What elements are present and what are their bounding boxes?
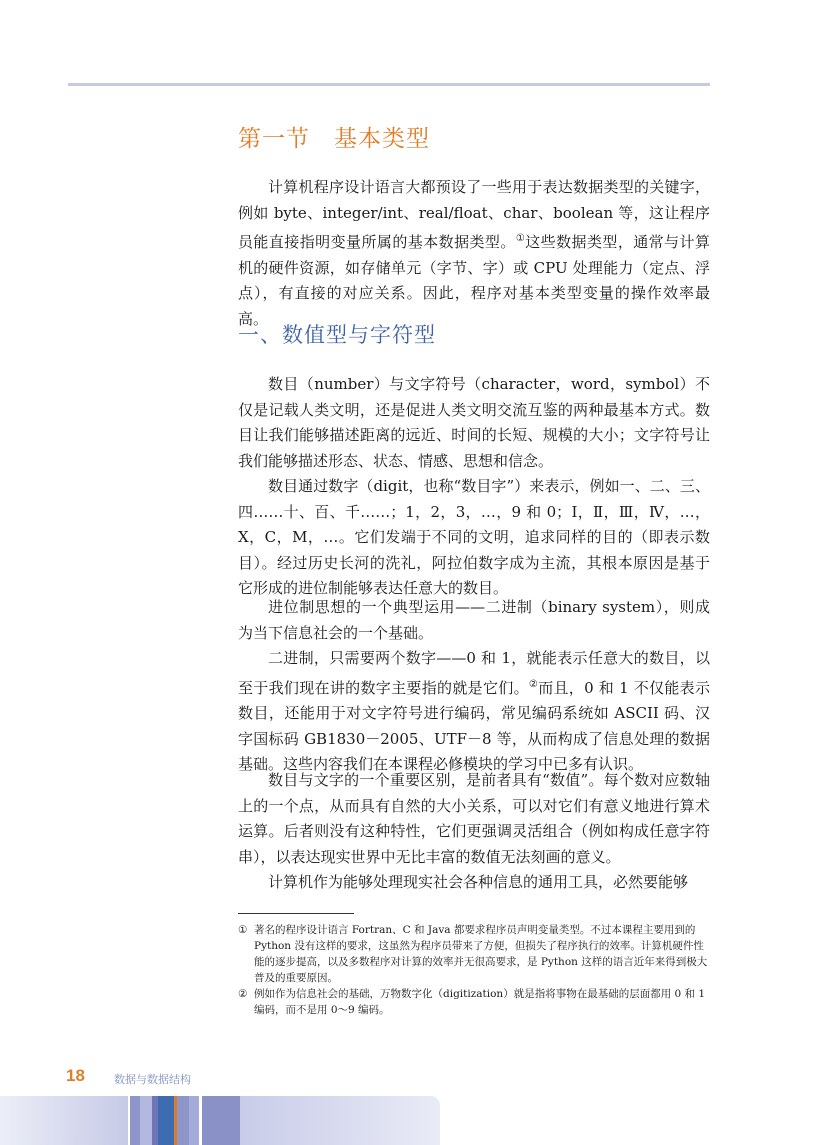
paragraph-binary bbox=[238, 646, 710, 778]
section-title: 第一节 基本类型 bbox=[238, 126, 430, 152]
footnote-1-mark: ① bbox=[238, 924, 248, 936]
intro-text-part1: 计算机程序设计语言大都预设了一些用于表达数据类型的关键字，例如 byte、integer/int、real/float、char、boolean 等，这让程序员能直接指明变量所属的基本数据类型。 bbox=[238, 178, 710, 251]
footnote-2-mark: ② bbox=[238, 988, 248, 1000]
intro-text-part2: 这些数据类型，通常与计算机的硬件资源，如存储单元（字节、字）或 CPU 处理能力（定点、浮点），有直接的对应关系。因此，程序对基本类型变量的操作效率最高。 bbox=[238, 233, 710, 328]
running-footer-book-title: 数据与数据结构 bbox=[114, 1074, 191, 1086]
footnote-ref-2[interactable]: ② bbox=[528, 678, 539, 690]
footnote-ref-1[interactable]: ① bbox=[515, 233, 526, 244]
footnote-1 bbox=[238, 922, 712, 986]
footer-color-band bbox=[0, 1096, 440, 1145]
subsection-title: 一、数值型与字符型 bbox=[238, 323, 436, 347]
footnote-2 bbox=[238, 986, 712, 1018]
binary-text-part2: 而且，0 和 1 不仅能表示数目，还能用于对文字符号进行编码，常见编码系统如 ASCII 码、汉字国标码 GB1830－2005、UTF－8 等，从而构成了信息处理的数据基础。这些内容我们在本课程必修模块的学习中已多有认识。 bbox=[238, 678, 710, 773]
footnote-rule bbox=[238, 913, 354, 914]
footnote-1-text: 著名的程序设计语言 Fortran、C 和 Java 都要求程序员声明变量类型。不过本课程主要用到的 Python 没有这样的要求，这虽然为程序员带来了方便，但损失了程序执行的效率。计算机硬件性能的逐步提高，以及多数程序对计算的效率并无很高要求，是 Python 这样的语言近年来得到极大普及的重要原因。 bbox=[254, 924, 708, 984]
paragraph-number-vs-text: 数目与文字的一个重要区别，是前者具有“数值”。每个数对应数轴上的一个点，从而具有自然的大小关系，可以对它们有意义地进行算术运算。后者则没有这种特性，它们更强调灵活组合（例如构成任意字符串），以表达现实世界中无比丰富的数值无法刻画的意义。 bbox=[238, 771, 710, 866]
binary-text-part1: 二进制，只需要两个数字——0 和 1，就能表示任意大的数目，以至于我们现在讲的数字主要指的就是它们。 bbox=[238, 649, 710, 697]
page-number: 18 bbox=[66, 1066, 85, 1085]
paragraph-number-and-symbol: 数目（number）与文字符号（character，word，symbol）不仅是记载人类文明，还是促进人类文明交流互鉴的两种最基本方式。数目让我们能够描述距离的远近、时间的长短、规模的大小；文字符号让我们能够描述形态、状态、情感、思想和信念。 bbox=[238, 375, 710, 470]
intro-paragraph bbox=[238, 175, 710, 332]
header-rule bbox=[68, 83, 710, 86]
paragraph-digits: 数目通过数字（digit，也称“数目字”）来表示，例如一、二、三、四……十、百、千……；1，2，3，…，9 和 0；Ⅰ，Ⅱ，Ⅲ，Ⅳ，…，X，C，M，…。它们发端于不同的文明，追求同样的目的（即表示数目）。经过历史长河的洗礼，阿拉伯数字成为主流，其根本原因是基于它形成的进位制能够表达任意大的数目。 bbox=[238, 477, 710, 597]
paragraph-positional-notation: 进位制思想的一个典型运用——二进制（binary system），则成为当下信息社会的一个基础。 bbox=[238, 598, 710, 642]
footnote-2-text: 例如作为信息社会的基础，万物数字化（digitization）就是指将事物在最基础的层面都用 0 和 1 编码，而不是用 0～9 编码。 bbox=[254, 988, 706, 1016]
paragraph-computer-tool: 计算机作为能够处理现实社会各种信息的通用工具，必然要能够 bbox=[268, 873, 689, 891]
